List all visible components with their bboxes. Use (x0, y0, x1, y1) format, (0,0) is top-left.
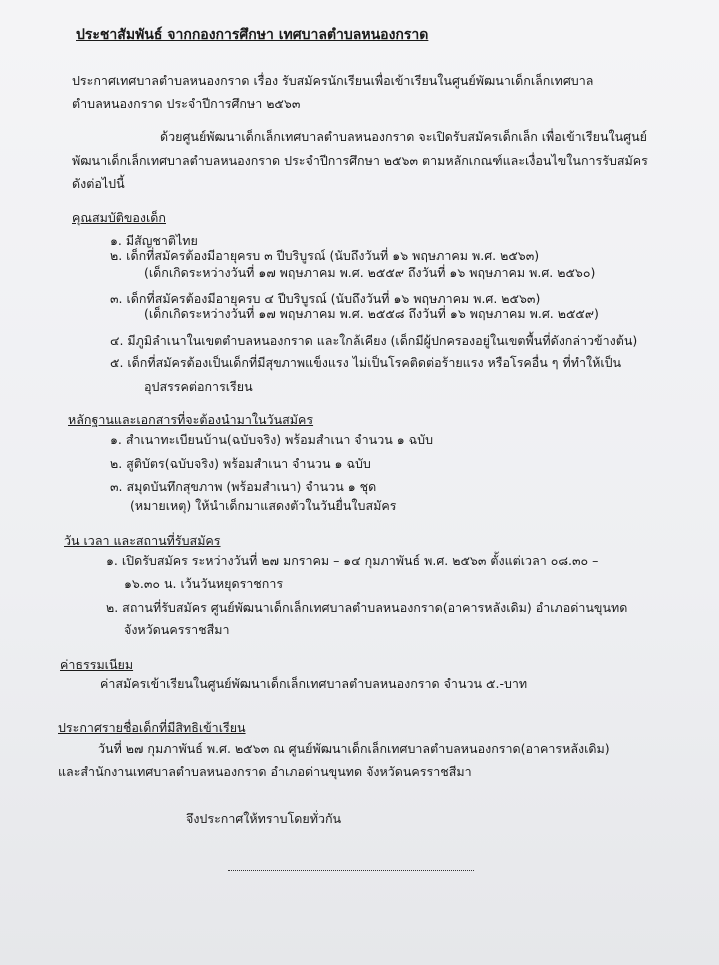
qualification-item: ๑. มีสัญชาติไทย (110, 233, 198, 248)
qualification-item: (เด็กเกิดระหว่างวันที่ ๑๗ พฤษภาคม พ.ศ. ๒๕๕๙ ถึงวันที่ ๑๖ พฤษภาคม พ.ศ. ๒๕๖๐) (144, 265, 596, 280)
intro-line: ประกาศเทศบาลตำบลหนองกราด เรื่อง รับสมัครนักเรียนเพื่อเข้าเรียนในศูนย์พัฒนาเด็กเล็กเทศบาล (72, 73, 594, 88)
schedule-item: ๒. สถานที่รับสมัคร ศูนย์พัฒนาเด็กเล็กเทศบาลตำบลหนองกราด(อาคารหลังเดิม) อำเภอด่านขุนทด (106, 600, 628, 615)
announcement-heading: ประกาศรายชื่อเด็กที่มีสิทธิเข้าเรียน (58, 720, 246, 735)
qualification-item: ๔. มีภูมิลำเนาในเขตตำบลหนองกราด และใกล้เคียง (เด็กมีผู้ปกครองอยู่ในเขตพื้นที่ดังกล่าวข้างต้น) (110, 333, 638, 348)
page-title: ประชาสัมพันธ์ จากกองการศึกษา เทศบาลตำบลหนองกราด (76, 27, 429, 43)
document-item: ๓. สมุดบันทึกสุขภาพ (พร้อมสำเนา) จำนวน ๑ ชุด (110, 479, 377, 494)
document-note: (หมายเหตุ) ให้นำเด็กมาแสดงตัวในวันยื่นใบสมัคร (130, 498, 397, 513)
schedule-item: ๑๖.๓๐ น. เว้นวันหยุดราชการ (124, 576, 284, 591)
closing-statement: จึงประกาศให้ทราบโดยทั่วกัน (186, 811, 342, 826)
fees-heading: ค่าธรรมเนียม (60, 657, 134, 672)
intro-line: พัฒนาเด็กเล็กเทศบาลตำบลหนองกราด ประจำปีการศึกษา ๒๕๖๓ ตามหลักเกณฑ์และเงื่อนไขในการรับสมัคร (72, 153, 648, 168)
document-item: ๒. สูติบัตร(ฉบับจริง) พร้อมสำเนา จำนวน ๑ ฉบับ (110, 456, 371, 471)
schedule-item: ๑. เปิดรับสมัคร ระหว่างวันที่ ๒๗ มกราคม – ๑๔ กุมภาพันธ์ พ.ศ. ๒๕๖๓ ตั้งแต่เวลา ๐๘.๓๐ – (106, 553, 599, 568)
qualification-item: ๓. เด็กที่สมัครต้องมีอายุครบ ๔ ปีบริบูรณ์ (นับถึงวันที่ ๑๖ พฤษภาคม พ.ศ. ๒๕๖๓) (110, 291, 541, 306)
fees-line: ค่าสมัครเข้าเรียนในศูนย์พัฒนาเด็กเล็กเทศบาลตำบลหนองกราด จำนวน ๕.-บาท (100, 676, 528, 691)
qualification-item: ๒. เด็กที่สมัครต้องมีอายุครบ ๓ ปีบริบูรณ์ (นับถึงวันที่ ๑๖ พฤษภาคม พ.ศ. ๒๕๖๓) (110, 248, 540, 263)
announcement-line: วันที่ ๒๗ กุมภาพันธ์ พ.ศ. ๒๕๖๓ ณ ศูนย์พัฒนาเด็กเล็กเทศบาลตำบลหนองกราด(อาคารหลังเดิม) (98, 741, 610, 756)
signature-line (228, 866, 474, 871)
intro-line: ตำบลหนองกราด ประจำปีการศึกษา ๒๕๖๓ (72, 96, 301, 111)
schedule-item: จังหวัดนครราชสีมา (124, 622, 230, 637)
schedule-heading: วัน เวลา และสถานที่รับสมัคร (64, 533, 221, 548)
documents-heading: หลักฐานและเอกสารที่จะต้องนำมาในวันสมัคร (68, 412, 314, 427)
qualification-item: ๕. เด็กที่สมัครต้องเป็นเด็กที่มีสุขภาพแข็งแรง ไม่เป็นโรคติดต่อร้ายแรง หรือโรคอื่น ๆ ที่ทำให้เป็น (110, 355, 622, 370)
document-item: ๑. สำเนาทะเบียนบ้าน(ฉบับจริง) พร้อมสำเนา จำนวน ๑ ฉบับ (110, 432, 434, 447)
qualification-item: (เด็กเกิดระหว่างวันที่ ๑๗ พฤษภาคม พ.ศ. ๒๕๕๘ ถึงวันที่ ๑๖ พฤษภาคม พ.ศ. ๒๕๕๙) (144, 306, 599, 321)
intro-line: ดังต่อไปนี้ (72, 176, 125, 191)
announcement-line: และสำนักงานเทศบาลตำบลหนองกราด อำเภอด่านขุนทด จังหวัดนครราชสีมา (58, 764, 472, 779)
intro-line: ด้วยศูนย์พัฒนาเด็กเล็กเทศบาลตำบลหนองกราด จะเปิดรับสมัครเด็กเล็ก เพื่อเข้าเรียนในศูนย์ (160, 129, 647, 144)
qualifications-heading: คุณสมบัติของเด็ก (72, 210, 166, 225)
qualification-item: อุปสรรคต่อการเรียน (144, 379, 253, 394)
